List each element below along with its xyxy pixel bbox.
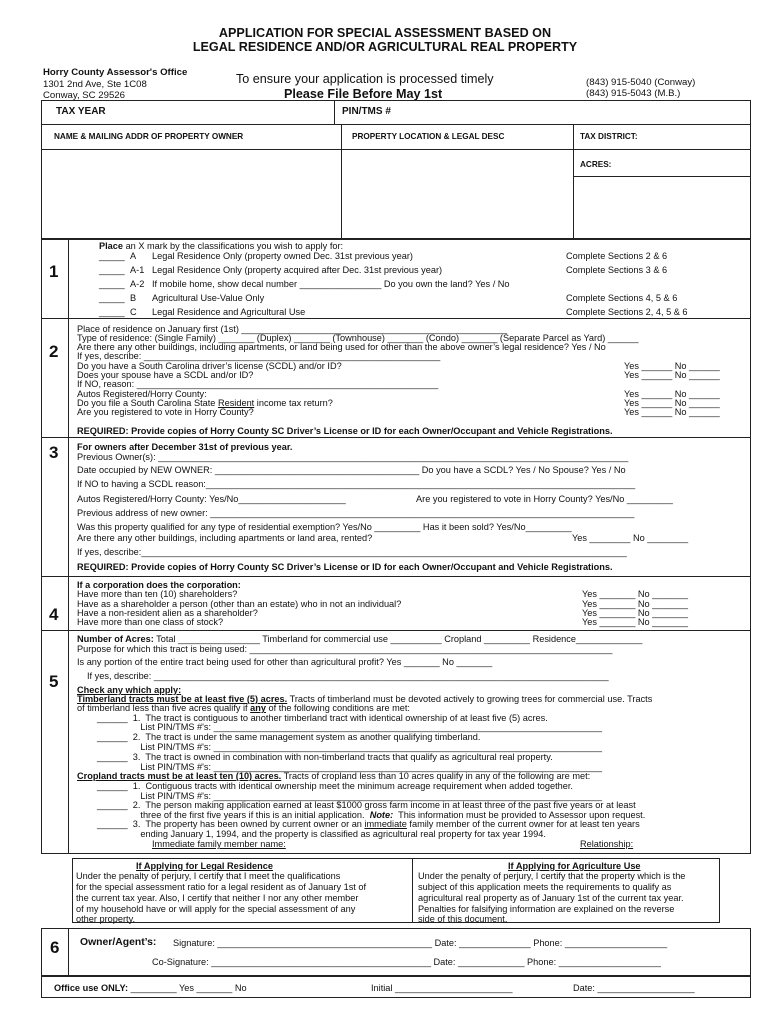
phone-mb: (843) 915-5043 (M.B.) xyxy=(586,88,681,99)
section-6-box xyxy=(41,928,751,976)
previous-address-field[interactable]: Previous address of new owner: ___________________________________________________________________________________ xyxy=(77,508,635,518)
crop-condition-2-cont: three of the first five years if this is an initial application. Note: This information must be provided to Assessor upon request. xyxy=(97,810,646,820)
co-signature-line[interactable]: Co-Signature: ___________________________________________ Date: _____________ Phone: ____________________ xyxy=(152,957,661,967)
class-a-sections: Complete Sections 2 & 6 xyxy=(566,251,668,261)
agriculture-cert-heading: If Applying for Agriculture Use xyxy=(508,861,641,871)
acres-breakdown-field[interactable]: Number of Acres: Total ________________ Timberland for commercial use __________ Cropland _________ Residence_____________ xyxy=(77,634,643,644)
rented-describe-field[interactable]: If yes, describe:_______________________________________________________________________________________________ xyxy=(77,547,627,557)
crop-condition-3[interactable]: ______ 3. The property has been owned by current owner or an immediate family member of the current owner for at least ten years xyxy=(97,819,640,829)
rented-yes-no[interactable]: Yes ________ No ________ xyxy=(572,533,689,543)
timber-pin-list-1[interactable]: List PIN/TMS #'s: ____________________________________________________________________________ xyxy=(97,722,602,732)
section-3-heading: For owners after December 31st of previous year. xyxy=(77,442,293,452)
corp-non-individual-question: Have as a shareholder a person (other than an estate) who in not an individual? xyxy=(77,599,402,609)
office-date-field[interactable]: Date: ___________________ xyxy=(573,983,695,993)
section-2-required-note: REQUIRED: Provide copies of Horry County SC Driver’s License or ID for each Owner/Occupant and Vehicle Registrations. xyxy=(77,426,613,436)
no-scdl-reason-field[interactable]: If NO to having a SCDL reason:____________________________________________________________________________________ xyxy=(77,479,636,489)
corp-stock-class-yes-no[interactable]: Yes _______ No _______ xyxy=(582,617,688,627)
pin-field[interactable]: PIN/TMS # xyxy=(342,106,391,117)
legal-residence-cert-text: Under the penalty of perjury, I certify that I meet the qualifications for the special assessment ratio for a legal resident as of January 1st of the current tax year. Also, I certify that neither I nor any other member of my household have or will apply for the special assessment of any other property. xyxy=(76,871,367,925)
class-b-sections: Complete Sections 4, 5 & 6 xyxy=(566,293,678,303)
office-initial-field[interactable]: Initial _______________________ xyxy=(371,983,513,993)
other-buildings-describe[interactable]: If yes, describe: __________________________________________________________ xyxy=(77,351,441,361)
exemption-sold-field[interactable]: Was this property qualified for any type of residential exemption? Yes/No _________ Has it been sold? Yes/No_________ xyxy=(77,522,572,532)
section-1-number: 1 xyxy=(49,262,59,281)
family-member-name-field[interactable]: Immediate family member name: xyxy=(152,839,286,849)
residence-type-field[interactable]: Type of residence: (Single Family) _______ (Duplex) _______ (Townhouse) _______ (Condo) _______ (Separate Parcel as Yard) ______ xyxy=(77,333,639,343)
office-use-yes-no[interactable]: Office use ONLY: _________ Yes _______ No xyxy=(54,983,247,993)
crop-condition-1[interactable]: ______ 1. Contiguous tracts with identical ownership meet the minimum acreage requirement when added together. xyxy=(97,781,573,791)
corp-non-individual-yes-no[interactable]: Yes _______ No _______ xyxy=(582,599,688,609)
vote-yes-no[interactable]: Yes ______ No ______ xyxy=(624,407,720,417)
residence-place-field[interactable]: Place of residence on January first (1st) ____________________________________________________ xyxy=(77,324,508,334)
acres-field[interactable]: ACRES: xyxy=(580,160,612,169)
vote-registered-question: Are you registered to vote in Horry County? xyxy=(77,407,254,417)
agriculture-cert-text: Under the penalty of perjury, I certify that the property which is the subject of this application meets the requirements to qualify as agricultural real property as of January 1st of the current tax year. Penalties for falsifying information are explained on the reverse side of this document. xyxy=(418,871,686,925)
other-use-describe[interactable]: If yes, describe: _________________________________________________________________________________________ xyxy=(87,671,609,681)
corp-alien-yes-no[interactable]: Yes _______ No _______ xyxy=(582,608,688,618)
timber-condition-2[interactable]: ______ 2. The tract is under the same management system as another qualifying timberland. xyxy=(97,732,481,742)
autos-registered-field[interactable]: Autos Registered/Horry County: Yes/No_____________________ xyxy=(77,494,346,504)
tax-year-field[interactable]: TAX YEAR xyxy=(56,106,106,117)
section-6-number: 6 xyxy=(50,938,60,957)
timberland-rule: Timberland tracts must be at least five (5) acres. Tracts of timberland must be devoted actively to growing trees for commercial use. Tracts xyxy=(77,694,653,704)
autos-registered-question: Autos Registered/Horry County: xyxy=(77,389,207,399)
corp-shareholders-yes-no[interactable]: Yes _______ No _______ xyxy=(582,589,688,599)
vote-registered-field[interactable]: Are you registered to vote in Horry County? Yes/No _________ xyxy=(416,494,673,504)
notice-line2: Please File Before May 1st xyxy=(284,87,443,101)
section-4-heading: If a corporation does the corporation: xyxy=(77,580,241,590)
section-2-number: 2 xyxy=(49,342,59,361)
class-a2-row[interactable]: _____ A-2 If mobile home, show decal number ________________ Do you own the land? Yes / No xyxy=(99,279,510,289)
rented-buildings-question: Are there any other buildings, including apartments or land area, rented? xyxy=(77,533,373,543)
relationship-field[interactable]: Relationship: xyxy=(580,839,634,849)
office-address1: 1301 2nd Ave, Ste 1C08 xyxy=(43,79,147,90)
crop-condition-2[interactable]: ______ 2. The person making application earned at least $1000 gross farm income in at least three of the past five years or at least xyxy=(97,800,636,810)
sc-income-tax-question: Do you file a South Carolina State Resident income tax return? xyxy=(77,398,333,408)
timberland-rule-cont: of timberland less than five acres qualify if any of the following conditions are met: xyxy=(77,703,410,713)
section-4-number: 4 xyxy=(49,605,59,624)
corp-stock-class-question: Have more than one class of stock? xyxy=(77,617,224,627)
autos-yes-no[interactable]: Yes ______ No ______ xyxy=(624,389,720,399)
spouse-scdl-yes-no[interactable]: Yes ______ No ______ xyxy=(624,370,720,380)
timber-condition-3[interactable]: ______ 3. The tract is owned in combination with non-timberland tracts that qualify as agricultural real property. xyxy=(97,752,553,762)
tax-district-field[interactable]: TAX DISTRICT: xyxy=(580,132,638,141)
owner-address-field[interactable]: NAME & MAILING ADDR OF PROPERTY OWNER xyxy=(54,132,244,141)
office-address2: Conway, SC 29526 xyxy=(43,90,125,101)
phone-conway: (843) 915-5040 (Conway) xyxy=(586,77,696,88)
previous-owners-field[interactable]: Previous Owner(s): ____________________________________________________________________________________________ xyxy=(77,452,629,462)
other-use-question[interactable]: Is any portion of the entire tract being used for other than agricultural profit? Yes _______ No _______ xyxy=(77,657,493,667)
section-1-intro: Place an X mark by the classifications you wish to apply for: xyxy=(99,241,344,251)
notice-line1: To ensure your application is processed timely xyxy=(236,72,494,86)
office-name: Horry County Assessor's Office xyxy=(43,67,188,78)
form-title-line2: LEGAL RESIDENCE AND/OR AGRICULTURAL REAL PROPERTY xyxy=(192,40,578,54)
date-occupied-field[interactable]: Date occupied by NEW OWNER: ________________________________________ Do you have a SCDL? Yes / No Spouse? Yes / No xyxy=(77,465,626,475)
form-title-line1: APPLICATION FOR SPECIAL ASSESSMENT BASED ON xyxy=(218,26,552,40)
crop-condition-3-cont: ending January 1, 1994, and the property is classified as agricultural real property for tax year 1994. xyxy=(97,829,546,839)
class-a-row[interactable]: _____ A Legal Residence Only (property owned Dec. 31st previous year) xyxy=(99,251,413,261)
section-3-number: 3 xyxy=(49,443,59,462)
scdl-yes-no[interactable]: Yes ______ No ______ xyxy=(624,361,720,371)
corp-alien-question: Have a non-resident alien as a shareholder? xyxy=(77,608,258,618)
cropland-rule: Cropland tracts must be at least ten (10) acres. Tracts of cropland less than 10 acres qualify in any of the following are met: xyxy=(77,771,591,781)
scdl-question: Do you have a South Carolina driver’s license (SCDL) and/or ID? xyxy=(77,361,342,371)
property-location-field[interactable]: PROPERTY LOCATION & LEGAL DESC xyxy=(352,132,505,141)
section-3-required-note: REQUIRED: Provide copies of Horry County SC Driver’s License or ID for each Owner/Occupant and Vehicle Registrations. xyxy=(77,562,613,572)
check-any-heading: Check any which apply: xyxy=(77,685,182,695)
signature-line[interactable]: Signature: __________________________________________ Date: ______________ Phone: ____________________ xyxy=(173,938,668,948)
crop-pin-list-1[interactable]: List PIN/TMS #'s: ____________________________________________________________________________ xyxy=(97,791,602,801)
no-scdl-reason[interactable]: If NO, reason: ___________________________________________________________ xyxy=(77,379,439,389)
class-a1-sections: Complete Sections 3 & 6 xyxy=(566,265,668,275)
timber-pin-list-2[interactable]: List PIN/TMS #'s: ____________________________________________________________________________ xyxy=(97,742,602,752)
other-buildings-question[interactable]: Are there any other buildings, including apartments, or land being used for other than the above owner’s legal residence? Yes / No xyxy=(77,342,606,352)
top-fields-box xyxy=(41,100,751,239)
timber-condition-1[interactable]: ______ 1. The tract is contiguous to another timberland tract with identical ownership of at least five (5) acres. xyxy=(97,713,548,723)
corp-shareholders-question: Have more than ten (10) shareholders? xyxy=(77,589,238,599)
legal-residence-cert-heading: If Applying for Legal Residence xyxy=(136,861,273,871)
tract-purpose-field[interactable]: Purpose for which this tract is being used: _______________________________________________________________________ xyxy=(77,644,613,654)
class-c-sections: Complete Sections 2, 4, 5 & 6 xyxy=(566,307,688,317)
section-5-number: 5 xyxy=(49,672,59,691)
income-tax-yes-no[interactable]: Yes ______ No ______ xyxy=(624,398,720,408)
timber-pin-list-3[interactable]: List PIN/TMS #'s: ____________________________________________________________________________ xyxy=(97,762,602,772)
class-a1-row[interactable]: _____ A-1 Legal Residence Only (property acquired after Dec. 31st previous year) xyxy=(99,265,443,275)
owner-agent-label: Owner/Agent’s: xyxy=(80,937,157,948)
class-b-row[interactable]: _____ B Agricultural Use-Value Only xyxy=(99,293,265,303)
spouse-scdl-question: Does your spouse have a SCDL and/or ID? xyxy=(77,370,254,380)
class-c-row[interactable]: _____ C Legal Residence and Agricultural Use xyxy=(99,307,306,317)
